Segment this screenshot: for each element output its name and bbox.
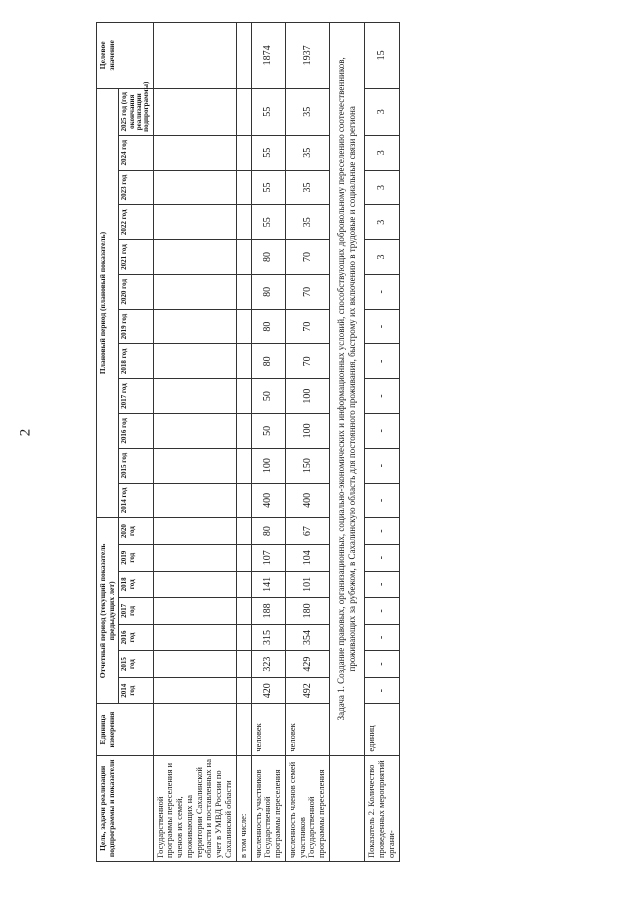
- planned-value: 80: [251, 344, 285, 379]
- reporting-value: -: [365, 624, 399, 651]
- header-year-reporting: 2019 год: [119, 544, 153, 571]
- planned-value: 150: [285, 448, 329, 483]
- header-year-reporting: 2017 год: [119, 598, 153, 625]
- reporting-value: 107: [251, 544, 285, 571]
- planned-value: 35: [285, 205, 329, 240]
- planned-value: 50: [251, 413, 285, 448]
- rotated-table-container: [96, 22, 626, 862]
- header-year-planned: 2022 год: [119, 205, 153, 240]
- planned-value: -: [365, 344, 399, 379]
- planned-value: [153, 205, 236, 240]
- row-unit: человек: [285, 704, 329, 755]
- header-year-reporting: 2020 год: [119, 518, 153, 545]
- reporting-value: [153, 544, 236, 571]
- planned-value: 50: [251, 379, 285, 414]
- planned-value: [236, 88, 251, 135]
- planned-value: 100: [285, 379, 329, 414]
- task-row: [329, 23, 365, 862]
- header-year-planned: 2023 год: [119, 170, 153, 205]
- planned-value: 70: [285, 240, 329, 275]
- planned-value: 3: [365, 135, 399, 170]
- planned-value: -: [365, 413, 399, 448]
- header-year-planned: 2019 год: [119, 309, 153, 344]
- reporting-value: -: [365, 651, 399, 678]
- reporting-value: 180: [285, 598, 329, 625]
- planned-value: [236, 379, 251, 414]
- table-row: [236, 23, 251, 862]
- planned-value: -: [365, 448, 399, 483]
- reporting-value: -: [365, 598, 399, 625]
- indicators-table: [96, 22, 400, 862]
- reporting-value: [153, 571, 236, 598]
- reporting-value: [153, 598, 236, 625]
- target-value: 1937: [285, 23, 329, 89]
- reporting-value: [153, 651, 236, 678]
- planned-value: 3: [365, 240, 399, 275]
- planned-value: [236, 413, 251, 448]
- header-year-reporting: 2015 год: [119, 651, 153, 678]
- planned-value: 70: [285, 309, 329, 344]
- planned-value: 3: [365, 88, 399, 135]
- planned-value: 80: [251, 274, 285, 309]
- planned-value: 35: [285, 135, 329, 170]
- planned-value: [236, 135, 251, 170]
- reporting-value: 315: [251, 624, 285, 651]
- row-label: численность членов семей участников Государственной программы переселения: [285, 755, 329, 861]
- reporting-value: [236, 651, 251, 678]
- reporting-value: [153, 518, 236, 545]
- planned-value: [236, 483, 251, 518]
- planned-value: [236, 205, 251, 240]
- reporting-value: [236, 677, 251, 704]
- planned-value: 100: [251, 448, 285, 483]
- header-target-value: Целевое значение: [97, 23, 154, 89]
- row-unit: [236, 704, 251, 755]
- reporting-value: -: [365, 571, 399, 598]
- planned-value: [153, 88, 236, 135]
- header-reporting-period: Отчетный период (текущий показатель предыдущих лет): [97, 518, 119, 704]
- planned-value: 400: [285, 483, 329, 518]
- task-spacer: [329, 755, 365, 861]
- row-label: Показатель 2. Количество проведенных мероприятий органи-: [365, 755, 399, 861]
- row-label: численность участников Государственной программы переселения: [251, 755, 285, 861]
- target-value: [153, 23, 236, 89]
- planned-value: [153, 274, 236, 309]
- planned-value: 70: [285, 344, 329, 379]
- reporting-value: 354: [285, 624, 329, 651]
- row-unit: единиц: [365, 704, 399, 755]
- reporting-value: [236, 544, 251, 571]
- planned-value: [236, 344, 251, 379]
- planned-value: -: [365, 309, 399, 344]
- header-unit: Единица измерения: [97, 704, 154, 755]
- planned-value: -: [365, 274, 399, 309]
- planned-value: [153, 448, 236, 483]
- reporting-value: [153, 624, 236, 651]
- reporting-value: 420: [251, 677, 285, 704]
- header-year-planned: 2025 год (год окончания реализации подпрограммы): [119, 88, 153, 135]
- planned-value: [153, 483, 236, 518]
- planned-value: 80: [251, 240, 285, 275]
- reporting-value: -: [365, 544, 399, 571]
- planned-value: [236, 274, 251, 309]
- planned-value: [236, 448, 251, 483]
- reporting-value: 429: [285, 651, 329, 678]
- row-unit: человек: [251, 704, 285, 755]
- reporting-value: 67: [285, 518, 329, 545]
- reporting-value: -: [365, 677, 399, 704]
- header-year-planned: 2020 год: [119, 274, 153, 309]
- reporting-value: [236, 624, 251, 651]
- planned-value: [153, 170, 236, 205]
- reporting-value: [236, 518, 251, 545]
- header-year-planned: 2024 год: [119, 135, 153, 170]
- target-value: 1874: [251, 23, 285, 89]
- planned-value: 80: [251, 309, 285, 344]
- row-unit: [153, 704, 236, 755]
- planned-value: [236, 240, 251, 275]
- planned-value: 55: [251, 205, 285, 240]
- planned-value: 55: [251, 135, 285, 170]
- planned-value: 100: [285, 413, 329, 448]
- reporting-value: 188: [251, 598, 285, 625]
- planned-value: 35: [285, 88, 329, 135]
- planned-value: [236, 170, 251, 205]
- header-year-planned: 2016 год: [119, 413, 153, 448]
- planned-value: -: [365, 379, 399, 414]
- row-label: в том числе:: [236, 755, 251, 861]
- header-year-reporting: 2016 год: [119, 624, 153, 651]
- planned-value: 400: [251, 483, 285, 518]
- planned-value: 55: [251, 170, 285, 205]
- header-year-planned: 2015 год: [119, 448, 153, 483]
- reporting-value: 101: [285, 571, 329, 598]
- reporting-value: 104: [285, 544, 329, 571]
- reporting-value: 80: [251, 518, 285, 545]
- header-year-reporting: 2018 год: [119, 571, 153, 598]
- planned-value: 3: [365, 205, 399, 240]
- planned-value: 70: [285, 274, 329, 309]
- row-label: Государственной программы переселения и членов их семей, проживающих на территории Сахалинской области и поставленных на учет в УМВД России по Сахалинской области: [153, 755, 236, 861]
- reporting-value: 141: [251, 571, 285, 598]
- header-goal: Цель, задачи реализации подпрограммы и показатели: [97, 755, 154, 861]
- header-year-planned: 2018 год: [119, 344, 153, 379]
- header-planned-period: Плановый период (плановый показатель): [97, 88, 119, 518]
- reporting-value: 492: [285, 677, 329, 704]
- header-year-reporting: 2014 год: [119, 677, 153, 704]
- planned-value: 35: [285, 170, 329, 205]
- planned-value: 55: [251, 88, 285, 135]
- table-row: [251, 23, 285, 862]
- table-row-indicator-2: [365, 23, 399, 862]
- reporting-value: 323: [251, 651, 285, 678]
- planned-value: [153, 344, 236, 379]
- header-year-planned: 2021 год: [119, 240, 153, 275]
- task-1-text: Задача 1. Создание правовых, организационных, социально-экономических и информационных условий, способствующих добровольному переселению соотечественников, проживающих за рубежом, в Сахалинскую область для постоянного проживания, быстрому их включению в трудовые и социальные связи региона: [329, 23, 365, 756]
- planned-value: [153, 135, 236, 170]
- target-value: [236, 23, 251, 89]
- reporting-value: [153, 677, 236, 704]
- header-year-planned: 2014 год: [119, 483, 153, 518]
- reporting-value: [236, 571, 251, 598]
- planned-value: [236, 309, 251, 344]
- planned-value: [153, 309, 236, 344]
- planned-value: [153, 413, 236, 448]
- table-row: [153, 23, 236, 862]
- page-number: 2: [17, 428, 34, 437]
- header-year-planned: 2017 год: [119, 379, 153, 414]
- target-value: 15: [365, 23, 399, 89]
- planned-value: [153, 240, 236, 275]
- planned-value: -: [365, 483, 399, 518]
- planned-value: 3: [365, 170, 399, 205]
- table-row: [285, 23, 329, 862]
- reporting-value: [236, 598, 251, 625]
- reporting-value: -: [365, 518, 399, 545]
- planned-value: [153, 379, 236, 414]
